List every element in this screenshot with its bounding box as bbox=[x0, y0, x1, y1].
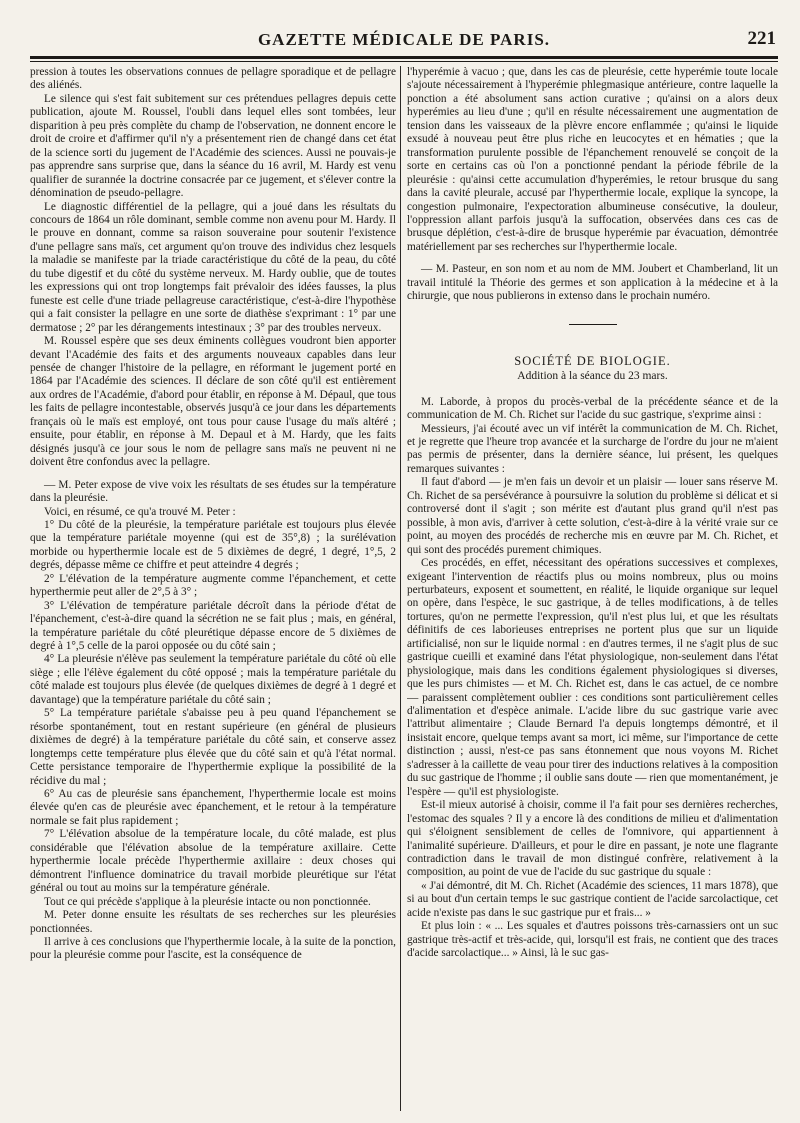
journal-title: GAZETTE MÉDICALE DE PARIS. bbox=[257, 30, 551, 49]
paragraph: Le diagnostic différentiel de la pellagre, qui a joué dans les résultats du concours de 1864 un rôle dominant, semble comme non avenu pour M. Hardy. Il le prouve en donnant, comme sa raison souveraine pour soutenir l'existence d'une pellagre sans maïs, cet argument qu'on trouve des individus chez lesquels la maladie se manifeste par la triade caractéristique du côté de la peau, du côté du tube digestif et du côté du système nerveux. M. Hardy oublie, que de toutes les expressions qui ont trop longtemps fait prévaloir des idées fausses, la plus funeste est celle d'une triade pellagreuse caractéristique, c'est-à-dire l'hypothèse qui a fait consister la pellagre en une sorte de diathèse s'exprimant : 1° par une dermatose ; 2° par les dérangements intestinaux ; 3° par des troubles nerveux. bbox=[30, 200, 396, 334]
header-rule-thin bbox=[30, 61, 778, 62]
paragraph: M. Laborde, à propos du procès-verbal de la précédente séance et de la communication de M. Ch. Richet sur l'acide du suc gastrique, s'exprime ainsi : bbox=[407, 395, 778, 422]
page-number: 221 bbox=[747, 28, 776, 49]
paragraph: Et plus loin : « ... Les squales et d'autres poissons très-carnassiers ont un suc gastrique très-actif et très-acide, qui, lorsqu'il est frais, ne contient que des traces d'acide sarcolactique... » Ainsi, là le suc gas- bbox=[407, 920, 778, 960]
paragraph: l'hyperémie à vacuo ; que, dans les cas de pleurésie, cette hyperémie toute locale s'ajoute nécessairement à l'hyperémie phlegmasique antérieure, contre laquelle la ponction a été absolument sans action curative ; qu'ainsi on a alors deux hyperémies au lieu d'une ; qu'il en résulte nécessairement une augmentation de tension dans les vaisseaux de la plèvre encore enflammée ; qu'ainsi le liquide exsudé à nouveau peut être plus riche en leucocytes et en hématies ; que la transformation purulente possible de l'épanchement renouvelé se conçoit de la sorte en certains cas où l'on a ponctionné pendant la période fébrile de la pleurésie : qu'ainsi cette accumulation d'hyperémies, le retour brusque du sang dans la cavité pleurale, accusé par l'hyperthermie locale, explique la syncope, la congestion pulmonaire, l'expectoration albumineuse consécutive, la douleur, l'oppression allant parfois jusqu'à la suffocation, observées dans ces cas de brusque déplétion, c'est-à-dire de brusque hyperémie par évacuation, démontrée matériellement par ses recherches sur l'hyperthermie locale. bbox=[407, 66, 778, 253]
paragraph: 5° La température pariétale s'abaisse peu à peu quand l'épanchement se résorbe spontanément, tout en restant supérieure (en général de plusieurs dixièmes de degré) à la température pariétale du côté sain, et conserve assez longtemps cette température plus élevée que du côté sain et qu'à l'état normal. Cette persistance temporaire de l'hyperthermie explique la possibilité de la récidive du mal ; bbox=[30, 707, 396, 787]
header-rule-thick bbox=[30, 56, 778, 59]
right-column bbox=[407, 66, 778, 1111]
paragraph: Tout ce qui précède s'applique à la pleurésie intacte ou non ponctionnée. bbox=[44, 895, 371, 908]
paragraph: pression à toutes les observations connues de pellagre sporadique et de pellagre des aliénés. bbox=[30, 66, 396, 92]
paragraph: 1° Du côté de la pleurésie, la température pariétale est toujours plus élevée que la température pariétale moyenne (qui est de 35°,8) ; la surélévation morbide ou hyperthermie locale est de 5 dixièmes de degré, 1 degré, 1°,5, 2 degrés, dépasse même ce chiffre et peut atteindre 4 degrés ; bbox=[30, 518, 396, 572]
paragraph: 4° La pleurésie n'élève pas seulement la température pariétale du côté où elle siège ; elle l'élève également du côté opposé ; mais la température pariétale du côté malade est toujours plus élevée (de quelques dixièmes de degré à 1 degré et davantage) que la température pariétale du côté sain ; bbox=[30, 653, 396, 706]
left-column bbox=[30, 66, 396, 1111]
paragraph: Est-il mieux autorisé à choisir, comme il l'a fait pour ses dernières recherches, l'estomac des squales ? Il y a encore là des conditions de milieu et d'alimentation qui s'éloignent sensiblement de celles de l'omnivore, qui appartiennent à l'animalité supérieure. D'ailleurs, et pour le dire en passant, je note une flagrante contradiction dans le travail de mon distingué confrère, relativement à la composition, au point de vue de l'acide du suc gastrique du squale : bbox=[407, 799, 778, 879]
paragraph: — M. Peter expose de vive voix les résultats de ses études sur la température dans la pleurésie. bbox=[30, 478, 396, 505]
paragraph: M. Peter donne ensuite les résultats de ses recherches sur les pleurésies ponctionnées. bbox=[30, 909, 396, 935]
paragraph: Messieurs, j'ai écouté avec un vif intérêt la communication de M. Ch. Richet, et je regrette que l'heure trop avancée et la surcharge de l'ordre du jour ne m'aient pas permis de présenter, dans la dernière séance, lui présent, les quelques remarques suivantes : bbox=[407, 422, 778, 475]
section-separator bbox=[569, 324, 617, 325]
page-header bbox=[30, 26, 778, 56]
paragraph: Voici, en résumé, ce qu'a trouvé M. Peter : bbox=[44, 505, 236, 518]
paragraph: 2° L'élévation de la température augmente comme l'épanchement, et cette hyperthermie peut aller de 2°,5 à 3° ; bbox=[30, 572, 396, 599]
paragraph: Il faut d'abord — je m'en fais un devoir et un plaisir — louer sans réserve M. Ch. Richet de sa persévérance à poursuivre la solution du problème si délicat et si controversé dont il s'agit ; son mérite est d'autant plus grand qu'il n'est pas possible, à mon avis, d'arriver à cette solution, c'est-à-dire à la vérité vraie sur ce point, au moyen des procédés de recherche mis en œuvre par M. Ch. Richet, et qui sont des procédés purement chimiques. bbox=[407, 476, 778, 556]
paragraph: 7° L'élévation absolue de la température locale, du côté malade, est plus considérable que l'élévation absolue de la température axillaire. Cette hyperthermie locale précède l'hyperthermie axillaire : deux choses qui démontrent l'influence dominatrice du travail morbide pleurétique sur l'état général ou tout au moins sur la température générale. bbox=[30, 828, 396, 895]
column-separator bbox=[400, 66, 401, 1111]
paragraph: 6° Au cas de pleurésie sans épanchement, l'hyperthermie locale est moins élevée qu'en cas de pleurésie avec épanchement, et le retour à la température normale se fait plus rapidement ; bbox=[30, 788, 396, 827]
paragraph: Il arrive à ces conclusions que l'hyperthermie locale, à la suite de la ponction, pour la pleurésie comme pour l'ascite, est la conséquence de bbox=[30, 936, 396, 962]
paragraph: Le silence qui s'est fait subitement sur ces prétendues pellagres depuis cette publication, ajoute M. Roussel, l'oubli dans lequel elles sont tombées, leur disparition à peu près complète du champ de l'observation, ne donnent encore le droit de croire et d'affirmer qu'il n'y a présentement rien de changé dans cet état de la science sorti du jugement de l'Académie des sciences. Aussi ne pouvais-je pas apprendre sans surprise que, dans la séance du 16 avril, M. Hardy est venu qualifier de surannée la doctrine consacrée par ce jugement, et s'élever contre la dénomination de pseudo-pellagre. bbox=[30, 92, 396, 200]
section-subtitle: Addition à la séance du 23 mars. bbox=[517, 370, 668, 383]
section-title: SOCIÉTÉ DE BIOLOGIE. bbox=[514, 353, 671, 368]
paragraph: Ces procédés, en effet, nécessitant des opérations successives et complexes, exigeant l'intervention de réactifs plus ou moins nombreux, plus ou moins perturbateurs, exposent et soumettent, en réalité, le liquide organique sur lequel on opère, dans l'espèce, le suc gastrique, à de telles modifications, à de telles tortures, qu'on ne permette l'expression, qu'il n'est plus lui, et que les résultats définitifs de ces laborieuses entreprises ne portent plus que sur un liquide artificialisé, non sur le liquide normal : en d'autres termes, il ne s'agit plus de suc gastrique cueilli et examiné dans l'état physiologique, non-seulement dans l'état physiologique, mais dans les conditions également physiologiques si diverses, que les purs chimistes — et M. Ch. Richet est, dans le cas actuel, de ce nombre — paraissent complètement oublier : ces conditions sont particulièrement celles d'alimentation et d'espèce animale. L'acide libre du suc gastrique varie avec l'attribut alimentaire ; Claude Bernard l'a depuis longtemps démontré, et il insistait encore, quelque temps avant sa mort, ici même, sur l'importance de cette distinction ; aussi, n'est-ce pas sans étonnement que nous voyons M. Richet s'adresser à la caillette de veau pour tirer des inductions relatives à la composition du suc gastrique de l'homme ; il oublie sans doute — rien que momentanément, je l'espère — qu'il est physiologiste. bbox=[407, 557, 778, 798]
paragraph: 3° L'élévation de température pariétale décroît dans la période d'état de l'épanchement, c'est-à-dire quand la sécrétion ne se fait plus ; mais, en général, la température pariétale du côté pleurétique dépasse encore de 5 dixièmes de degré à 1°,5 celle de la paroi opposée ou du côté sain ; bbox=[30, 599, 396, 653]
paragraph: « J'ai démontré, dit M. Ch. Richet (Académie des sciences, 11 mars 1878), que si au bout d'un certain temps le suc gastrique contient de l'acide sarcolactique, cet acide n'existe pas dans le suc gastrique pur et frais... » bbox=[407, 879, 778, 919]
paragraph: — M. Pasteur, en son nom et au nom de MM. Joubert et Chamberland, lit un travail intitulé la Théorie des germes et son application à la médecine et à la chirurgie, que nous publierons in extenso dans le prochain numéro. bbox=[407, 263, 778, 303]
paragraph: M. Roussel espère que ses deux éminents collègues voudront bien apporter devant l'Académie des faits et des arguments nouveaux capables dans leur pensée de changer l'histoire de la pellagre, en réformant le jugement porté en 1864 par l'Académie des sciences. Il déclare de son côté qu'il est entièrement aux ordres de l'Académie, d'abord pour établir, en réponse à M. Dépaul, que tous les faits de pellagre incontestable, observés jusqu'à ce jour dans les départements français où le maïs est employé, ont tous pour cause l'usage du maïs altéré ; ensuite, pour établir, en réponse à M. Depaul et à M. Hardy, que les faits désignés jusqu'à ce jour sous le nom de pellagre sans maïs ne peuvent ni ne doivent être confondus avec la pellagre. bbox=[30, 335, 396, 469]
